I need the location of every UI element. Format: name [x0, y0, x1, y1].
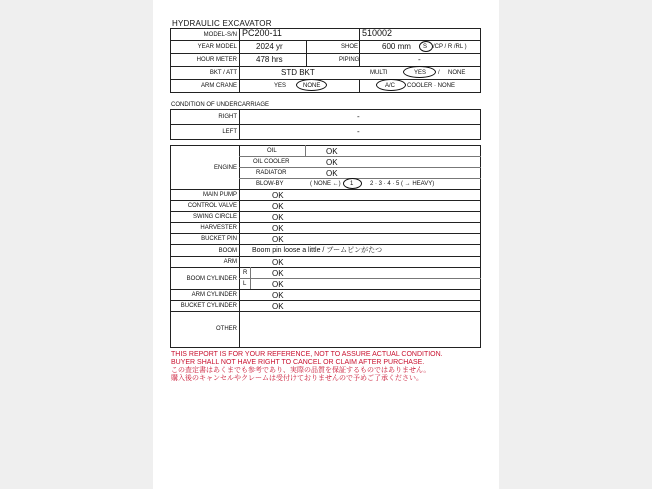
engine-radiator-value: OK — [326, 169, 338, 178]
arm-cylinder-value: OK — [272, 291, 284, 300]
multi-sep: / — [438, 70, 440, 76]
boom-cylinder-r-label: R — [243, 270, 248, 276]
report-title: HYDRAULIC EXCAVATOR — [172, 19, 272, 28]
boom-value: Boom pin loose a little / ブームピンがたつ — [252, 247, 383, 254]
bucket-cylinder-value: OK — [272, 302, 284, 311]
multi-label: MULTI — [370, 70, 388, 76]
main-pump-value: OK — [272, 191, 284, 200]
multi-none: NONE — [448, 70, 466, 76]
ac-label: A/C — [385, 83, 396, 89]
year-label: YEAR MODEL — [197, 44, 237, 50]
engine-cooler-value: OK — [326, 158, 338, 167]
boom-cylinder-l-value: OK — [272, 280, 284, 289]
arm-crane-yes: YES — [274, 83, 287, 89]
bucket-pin-label: BUCKET PIN — [201, 236, 237, 242]
serial-value: 510002 — [362, 28, 393, 38]
boom-cylinder-r-value: OK — [272, 269, 284, 278]
model-value: PC200-11 — [242, 28, 282, 38]
engine-oil-label: OIL — [267, 148, 277, 154]
left-value: - — [357, 127, 360, 136]
bucket-cylinder-label: BUCKET CYLINDER — [180, 303, 237, 309]
blowby-selected: 1 — [350, 181, 354, 187]
shoe-s: S — [423, 44, 428, 50]
right-value: - — [357, 112, 360, 121]
control-valve-value: OK — [272, 202, 284, 211]
multi-yes: YES — [414, 70, 427, 76]
shoe-types: /CP / R /RL ) — [433, 44, 467, 50]
undercarriage-heading: CONDITION OF UNDERCARRIAGE — [171, 102, 270, 108]
arm-label: ARM — [223, 259, 237, 265]
disclaimer-line-3: この査定書はあくまでも参考であり、実際の品質を保証するものではありません。 — [171, 367, 431, 374]
piping-value: - — [418, 55, 421, 64]
boom-label: BOOM — [218, 248, 237, 254]
blowby-rest: 2 · 3 · 4 · 5 ( → HEAVY) — [370, 181, 435, 187]
engine-cooler-label: OIL COOLER — [253, 159, 290, 165]
control-valve-label: CONTROL VALVE — [187, 203, 237, 209]
engine-label: ENGINE — [213, 165, 237, 171]
engine-radiator-label: RADIATOR — [256, 170, 287, 176]
right-label: RIGHT — [218, 114, 237, 120]
arm-crane-label: ARM CRANE — [200, 83, 237, 89]
swing-circle-label: SWING CIRCLE — [192, 214, 237, 220]
disclaimer-line-2: BUYER SHALL NOT HAVE RIGHT TO CANCEL OR CLAIM AFTER PURCHASE. — [171, 359, 425, 366]
hour-value: 478 hrs — [256, 55, 283, 64]
other-label: OTHER — [216, 326, 237, 332]
year-value: 2024 yr — [256, 42, 283, 51]
disclaimer-line-4: 購入後のキャンセルやクレームは受付けておりませんので予めご了承ください。 — [171, 375, 423, 382]
arm-value: OK — [272, 258, 284, 267]
shoe-value: 600 mm — [382, 42, 411, 51]
bkt-value: STD BKT — [281, 68, 315, 77]
harvester-value: OK — [272, 224, 284, 233]
boom-cylinder-label: BOOM CYLINDER — [186, 276, 237, 282]
bucket-pin-value: OK — [272, 235, 284, 244]
cooler-text: COOLER · NONE — [407, 83, 456, 89]
arm-cylinder-label: ARM CYLINDER — [191, 292, 237, 298]
hour-label: HOUR METER — [196, 57, 237, 63]
engine-oil-value: OK — [326, 147, 338, 156]
swing-circle-value: OK — [272, 213, 284, 222]
left-label: LEFT — [222, 129, 237, 135]
boom-cylinder-l-label: L — [243, 281, 247, 287]
harvester-label: HARVESTER — [200, 225, 237, 231]
blowby-none: ( NONE ←) — [310, 181, 341, 187]
engine-blowby-label: BLOW-BY — [256, 181, 284, 187]
bkt-label: BKT / ATT — [209, 70, 237, 76]
disclaimer-line-1: THIS REPORT IS FOR YOUR REFERENCE, NOT TO ASSURE ACTUAL CONDITION. — [171, 351, 443, 358]
arm-crane-none: NONE — [303, 83, 321, 89]
piping-label: PIPING — [339, 57, 360, 63]
main-pump-label: MAIN PUMP — [202, 192, 237, 198]
shoe-label: SHOE — [341, 44, 359, 50]
model-label: MODEL-S/N — [203, 32, 237, 38]
